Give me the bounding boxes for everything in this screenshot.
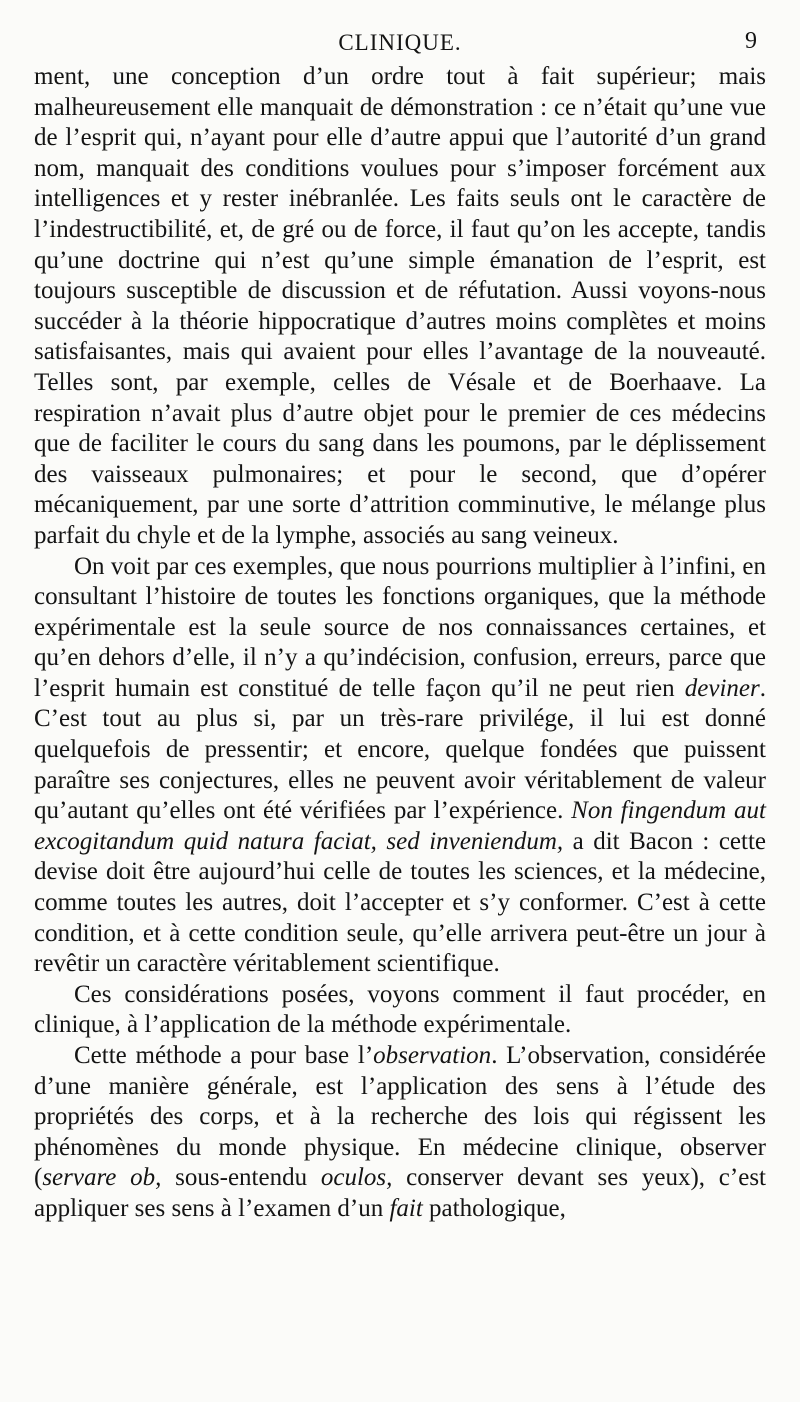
paragraph-3 xyxy=(34,980,766,1041)
text-run: Ces considérations posées, voyons comment il faut procéder, en clinique, à l’application de la méthode expérimentale. xyxy=(34,980,766,1039)
running-head: CLINIQUE. xyxy=(338,30,462,55)
text-run: . C’est tout au plus si, par un très-rare privilége, il lui est donné quelquefois de pressentir; et encore, quelque fondées que puissent paraître ses conjectures, elles ne peuvent avoir véritablement de valeur qu’autant qu’elles ont été vérifiées par l’expérience. xyxy=(34,674,766,825)
italic-text: oculos, xyxy=(320,1164,393,1192)
text-run: ment, une conception d’un ordre tout à fait supérieur; mais malheureusement elle manquait de démonstration : ce n’était qu’une vue de l’esprit qui, n’ayant pour elle d’autre appui que l’autorité d’un grand nom, manquait des conditions voulues pour s’imposer forcément aux intelligences et y rester inébranlée. Les faits seuls ont le caractère de l’indestructibilité, et, de gré ou de force, il faut qu’on les accepte, tandis qu’une doctrine qui n’est qu’une simple émanation de l’esprit, est toujours susceptible de discussion et de réfutation. Aussi voyons-nous succéder à la théorie hippocratique d’autres moins complètes et moins satisfaisantes, mais qui avaient pour elles l’avantage de la nouveauté. Telles sont, par exemple, celles de Vésale et de Boerhaave. La respiration n’avait plus d’autre objet pour le premier de ces médecins que de faciliter le cours du sang dans les poumons, par le déplissement des vaisseaux pulmonaires; et pour le second, que d’opérer mécaniquement, par une sorte d’attrition comminutive, le mélange plus parfait du chyle et de la lymphe, associés au sang veineux. xyxy=(34,63,766,549)
text-run: sous-entendu xyxy=(161,1164,321,1192)
text-run: On voit par ces exemples, que nous pourrions multiplier à l’infini, en consultant l’histoire de toutes les fonctions organiques, que la méthode expérimentale est la seule source de nos connaissances certaines, et qu’en dehors d’elle, il n’y a qu’indécision, confusion, erreurs, parce que l’esprit humain est constitué de telle façon qu’il ne peut rien xyxy=(34,552,766,702)
paragraph-2 xyxy=(34,552,766,980)
text-run: conserver devant ses yeux), c’est appliquer ses sens à l’examen d’un xyxy=(34,1164,766,1222)
italic-text: fait xyxy=(389,1194,423,1222)
italic-text: servare ob, xyxy=(42,1164,162,1192)
italic-text: observation xyxy=(373,1042,492,1069)
paragraph-1 xyxy=(34,62,766,552)
italic-text: Non fingendum aut excogitandum quid natura faciat, sed inveniendum, xyxy=(34,797,766,855)
body-text xyxy=(34,62,766,1225)
italic-text: deviner xyxy=(684,674,760,702)
page-header xyxy=(34,26,766,62)
text-run: pathologique, xyxy=(422,1194,566,1222)
text-run: Cette méthode a pour base l’ xyxy=(74,1042,374,1069)
paragraph-4 xyxy=(34,1041,766,1225)
page-number: 9 xyxy=(745,28,758,54)
text-run: . L’observation, considérée d’une manière générale, est l’application des sens à l’étude des propriétés des corps, et à la recherche des lois qui régissent les phénomènes du monde physique. En médecine clinique, observer ( xyxy=(34,1042,766,1192)
text-run: a dit Bacon : cette devise doit être aujourd’hui celle de toutes les sciences, et la médecine, comme toutes les autres, doit l’accepter et s’y conformer. C’est à cette condition, et à cette condition seule, qu’elle arrivera peut-être un jour à revêtir un caractère véritablement scientifique. xyxy=(34,827,766,978)
